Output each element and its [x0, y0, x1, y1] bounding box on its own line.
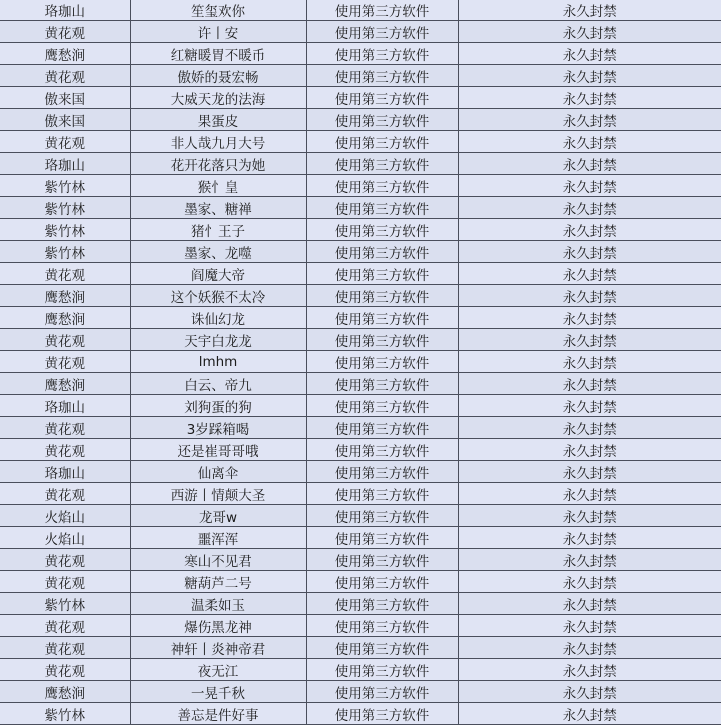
- table-row: [0, 197, 721, 219]
- table-row: [0, 21, 721, 43]
- penalty-cell: 永久封禁: [458, 197, 721, 219]
- penalty-cell: 永久封禁: [458, 329, 721, 351]
- player-name-cell: 天宇白龙龙: [130, 329, 306, 351]
- reason-cell: 使用第三方软件: [306, 0, 458, 21]
- table-row: [0, 109, 721, 131]
- player-name-cell: 红糖暖胃不暖币: [130, 43, 306, 65]
- server-cell: 鹰愁涧: [0, 43, 130, 65]
- reason-cell: 使用第三方软件: [306, 703, 458, 725]
- player-name-cell: 龙哥w: [130, 505, 306, 527]
- table-row: [0, 241, 721, 263]
- reason-cell: 使用第三方软件: [306, 659, 458, 681]
- reason-cell: 使用第三方软件: [306, 681, 458, 703]
- player-name-cell: lmhm: [130, 351, 306, 373]
- penalty-cell: 永久封禁: [458, 263, 721, 285]
- penalty-cell: 永久封禁: [458, 417, 721, 439]
- player-name-cell: 墨家、糖禅: [130, 197, 306, 219]
- penalty-cell: 永久封禁: [458, 703, 721, 725]
- penalty-cell: 永久封禁: [458, 593, 721, 615]
- table-row: [0, 637, 721, 659]
- reason-cell: 使用第三方软件: [306, 219, 458, 241]
- penalty-cell: 永久封禁: [458, 351, 721, 373]
- penalty-cell: 永久封禁: [458, 615, 721, 637]
- reason-cell: 使用第三方软件: [306, 549, 458, 571]
- server-cell: 紫竹林: [0, 241, 130, 263]
- player-name-cell: 刘狗蛋的狗: [130, 395, 306, 417]
- penalty-cell: 永久封禁: [458, 307, 721, 329]
- server-cell: 鹰愁涧: [0, 681, 130, 703]
- reason-cell: 使用第三方软件: [306, 483, 458, 505]
- penalty-cell: 永久封禁: [458, 0, 721, 21]
- player-name-cell: 糖葫芦二号: [130, 571, 306, 593]
- server-cell: 鹰愁涧: [0, 285, 130, 307]
- penalty-cell: 永久封禁: [458, 439, 721, 461]
- server-cell: 紫竹林: [0, 175, 130, 197]
- penalty-cell: 永久封禁: [458, 219, 721, 241]
- table-row: [0, 65, 721, 87]
- reason-cell: 使用第三方软件: [306, 307, 458, 329]
- server-cell: 黄花观: [0, 65, 130, 87]
- player-name-cell: 3岁踩箱喝: [130, 417, 306, 439]
- reason-cell: 使用第三方软件: [306, 395, 458, 417]
- server-cell: 珞珈山: [0, 153, 130, 175]
- server-cell: 珞珈山: [0, 461, 130, 483]
- table-row: [0, 307, 721, 329]
- table-row: [0, 263, 721, 285]
- server-cell: 鹰愁涧: [0, 307, 130, 329]
- server-cell: 黄花观: [0, 637, 130, 659]
- table-row: [0, 593, 721, 615]
- table-row: [0, 175, 721, 197]
- reason-cell: 使用第三方软件: [306, 65, 458, 87]
- reason-cell: 使用第三方软件: [306, 87, 458, 109]
- server-cell: 黄花观: [0, 571, 130, 593]
- player-name-cell: 傲娇的聂宏畅: [130, 65, 306, 87]
- server-cell: 鹰愁涧: [0, 373, 130, 395]
- reason-cell: 使用第三方软件: [306, 417, 458, 439]
- penalty-cell: 永久封禁: [458, 483, 721, 505]
- reason-cell: 使用第三方软件: [306, 439, 458, 461]
- penalty-cell: 永久封禁: [458, 109, 721, 131]
- table-row: [0, 351, 721, 373]
- table-row: [0, 373, 721, 395]
- server-cell: 珞珈山: [0, 0, 130, 21]
- server-cell: 黄花观: [0, 131, 130, 153]
- player-name-cell: 非人哉九月大号: [130, 131, 306, 153]
- reason-cell: 使用第三方软件: [306, 615, 458, 637]
- reason-cell: 使用第三方软件: [306, 43, 458, 65]
- server-cell: 紫竹林: [0, 593, 130, 615]
- reason-cell: 使用第三方软件: [306, 329, 458, 351]
- player-name-cell: 花开花落只为她: [130, 153, 306, 175]
- server-cell: 珞珈山: [0, 395, 130, 417]
- player-name-cell: 一晃千秋: [130, 681, 306, 703]
- table-row: [0, 659, 721, 681]
- player-name-cell: 诛仙幻龙: [130, 307, 306, 329]
- player-name-cell: 猴忄皇: [130, 175, 306, 197]
- reason-cell: 使用第三方软件: [306, 351, 458, 373]
- reason-cell: 使用第三方软件: [306, 21, 458, 43]
- table-row: [0, 87, 721, 109]
- table-row: [0, 219, 721, 241]
- table-row: [0, 153, 721, 175]
- reason-cell: 使用第三方软件: [306, 373, 458, 395]
- table-row: [0, 571, 721, 593]
- server-cell: 黄花观: [0, 329, 130, 351]
- server-cell: 黄花观: [0, 549, 130, 571]
- penalty-cell: 永久封禁: [458, 549, 721, 571]
- server-cell: 黄花观: [0, 417, 130, 439]
- player-name-cell: 寒山不见君: [130, 549, 306, 571]
- server-cell: 黄花观: [0, 21, 130, 43]
- table-row: [0, 0, 721, 21]
- player-name-cell: 许丨安: [130, 21, 306, 43]
- player-name-cell: 阎魔大帝: [130, 263, 306, 285]
- server-cell: 紫竹林: [0, 197, 130, 219]
- reason-cell: 使用第三方软件: [306, 637, 458, 659]
- table-row: [0, 505, 721, 527]
- penalty-cell: 永久封禁: [458, 175, 721, 197]
- reason-cell: 使用第三方软件: [306, 197, 458, 219]
- table-row: [0, 417, 721, 439]
- table-row: [0, 329, 721, 351]
- penalty-cell: 永久封禁: [458, 131, 721, 153]
- player-name-cell: 西游丨情颠大圣: [130, 483, 306, 505]
- player-name-cell: 仙离伞: [130, 461, 306, 483]
- reason-cell: 使用第三方软件: [306, 175, 458, 197]
- player-name-cell: 墨家、龙噬: [130, 241, 306, 263]
- server-cell: 黄花观: [0, 615, 130, 637]
- table-row: [0, 681, 721, 703]
- penalty-cell: 永久封禁: [458, 153, 721, 175]
- penalty-cell: 永久封禁: [458, 87, 721, 109]
- server-cell: 黄花观: [0, 351, 130, 373]
- reason-cell: 使用第三方软件: [306, 505, 458, 527]
- penalty-cell: 永久封禁: [458, 527, 721, 549]
- player-name-cell: 笙玺欢你: [130, 0, 306, 21]
- table-row: [0, 549, 721, 571]
- player-name-cell: 还是崔哥哥哦: [130, 439, 306, 461]
- reason-cell: 使用第三方软件: [306, 241, 458, 263]
- reason-cell: 使用第三方软件: [306, 571, 458, 593]
- player-name-cell: 猪忄王子: [130, 219, 306, 241]
- server-cell: 火焰山: [0, 527, 130, 549]
- penalty-cell: 永久封禁: [458, 659, 721, 681]
- penalty-cell: 永久封禁: [458, 395, 721, 417]
- table-row: [0, 439, 721, 461]
- penalty-cell: 永久封禁: [458, 505, 721, 527]
- reason-cell: 使用第三方软件: [306, 593, 458, 615]
- penalty-cell: 永久封禁: [458, 65, 721, 87]
- table-row: [0, 43, 721, 65]
- table-row: [0, 461, 721, 483]
- penalty-cell: 永久封禁: [458, 681, 721, 703]
- player-name-cell: 果蛋皮: [130, 109, 306, 131]
- reason-cell: 使用第三方软件: [306, 461, 458, 483]
- penalty-cell: 永久封禁: [458, 241, 721, 263]
- table-row: [0, 395, 721, 417]
- server-cell: 傲来国: [0, 109, 130, 131]
- table-row: [0, 527, 721, 549]
- server-cell: 黄花观: [0, 263, 130, 285]
- table-row: [0, 131, 721, 153]
- player-name-cell: 温柔如玉: [130, 593, 306, 615]
- penalty-cell: 永久封禁: [458, 373, 721, 395]
- reason-cell: 使用第三方软件: [306, 263, 458, 285]
- server-cell: 傲来国: [0, 87, 130, 109]
- player-name-cell: 善忘是件好事: [130, 703, 306, 725]
- player-name-cell: 夜无江: [130, 659, 306, 681]
- player-name-cell: 这个妖猴不太冷: [130, 285, 306, 307]
- server-cell: 黄花观: [0, 439, 130, 461]
- penalty-cell: 永久封禁: [458, 285, 721, 307]
- player-name-cell: 大威天龙的法海: [130, 87, 306, 109]
- player-name-cell: 噩浑浑: [130, 527, 306, 549]
- table-row: [0, 703, 721, 725]
- reason-cell: 使用第三方软件: [306, 109, 458, 131]
- server-cell: 火焰山: [0, 505, 130, 527]
- penalty-cell: 永久封禁: [458, 21, 721, 43]
- reason-cell: 使用第三方软件: [306, 131, 458, 153]
- penalty-cell: 永久封禁: [458, 571, 721, 593]
- reason-cell: 使用第三方软件: [306, 527, 458, 549]
- penalty-cell: 永久封禁: [458, 461, 721, 483]
- player-name-cell: 白云、帝九: [130, 373, 306, 395]
- server-cell: 紫竹林: [0, 219, 130, 241]
- server-cell: 紫竹林: [0, 703, 130, 725]
- penalty-cell: 永久封禁: [458, 637, 721, 659]
- table-row: [0, 615, 721, 637]
- reason-cell: 使用第三方软件: [306, 153, 458, 175]
- reason-cell: 使用第三方软件: [306, 285, 458, 307]
- table-row: [0, 483, 721, 505]
- server-cell: 黄花观: [0, 483, 130, 505]
- player-name-cell: 爆伤黑龙神: [130, 615, 306, 637]
- penalty-cell: 永久封禁: [458, 43, 721, 65]
- player-name-cell: 神轩丨炎神帝君: [130, 637, 306, 659]
- server-cell: 黄花观: [0, 659, 130, 681]
- table-row: [0, 285, 721, 307]
